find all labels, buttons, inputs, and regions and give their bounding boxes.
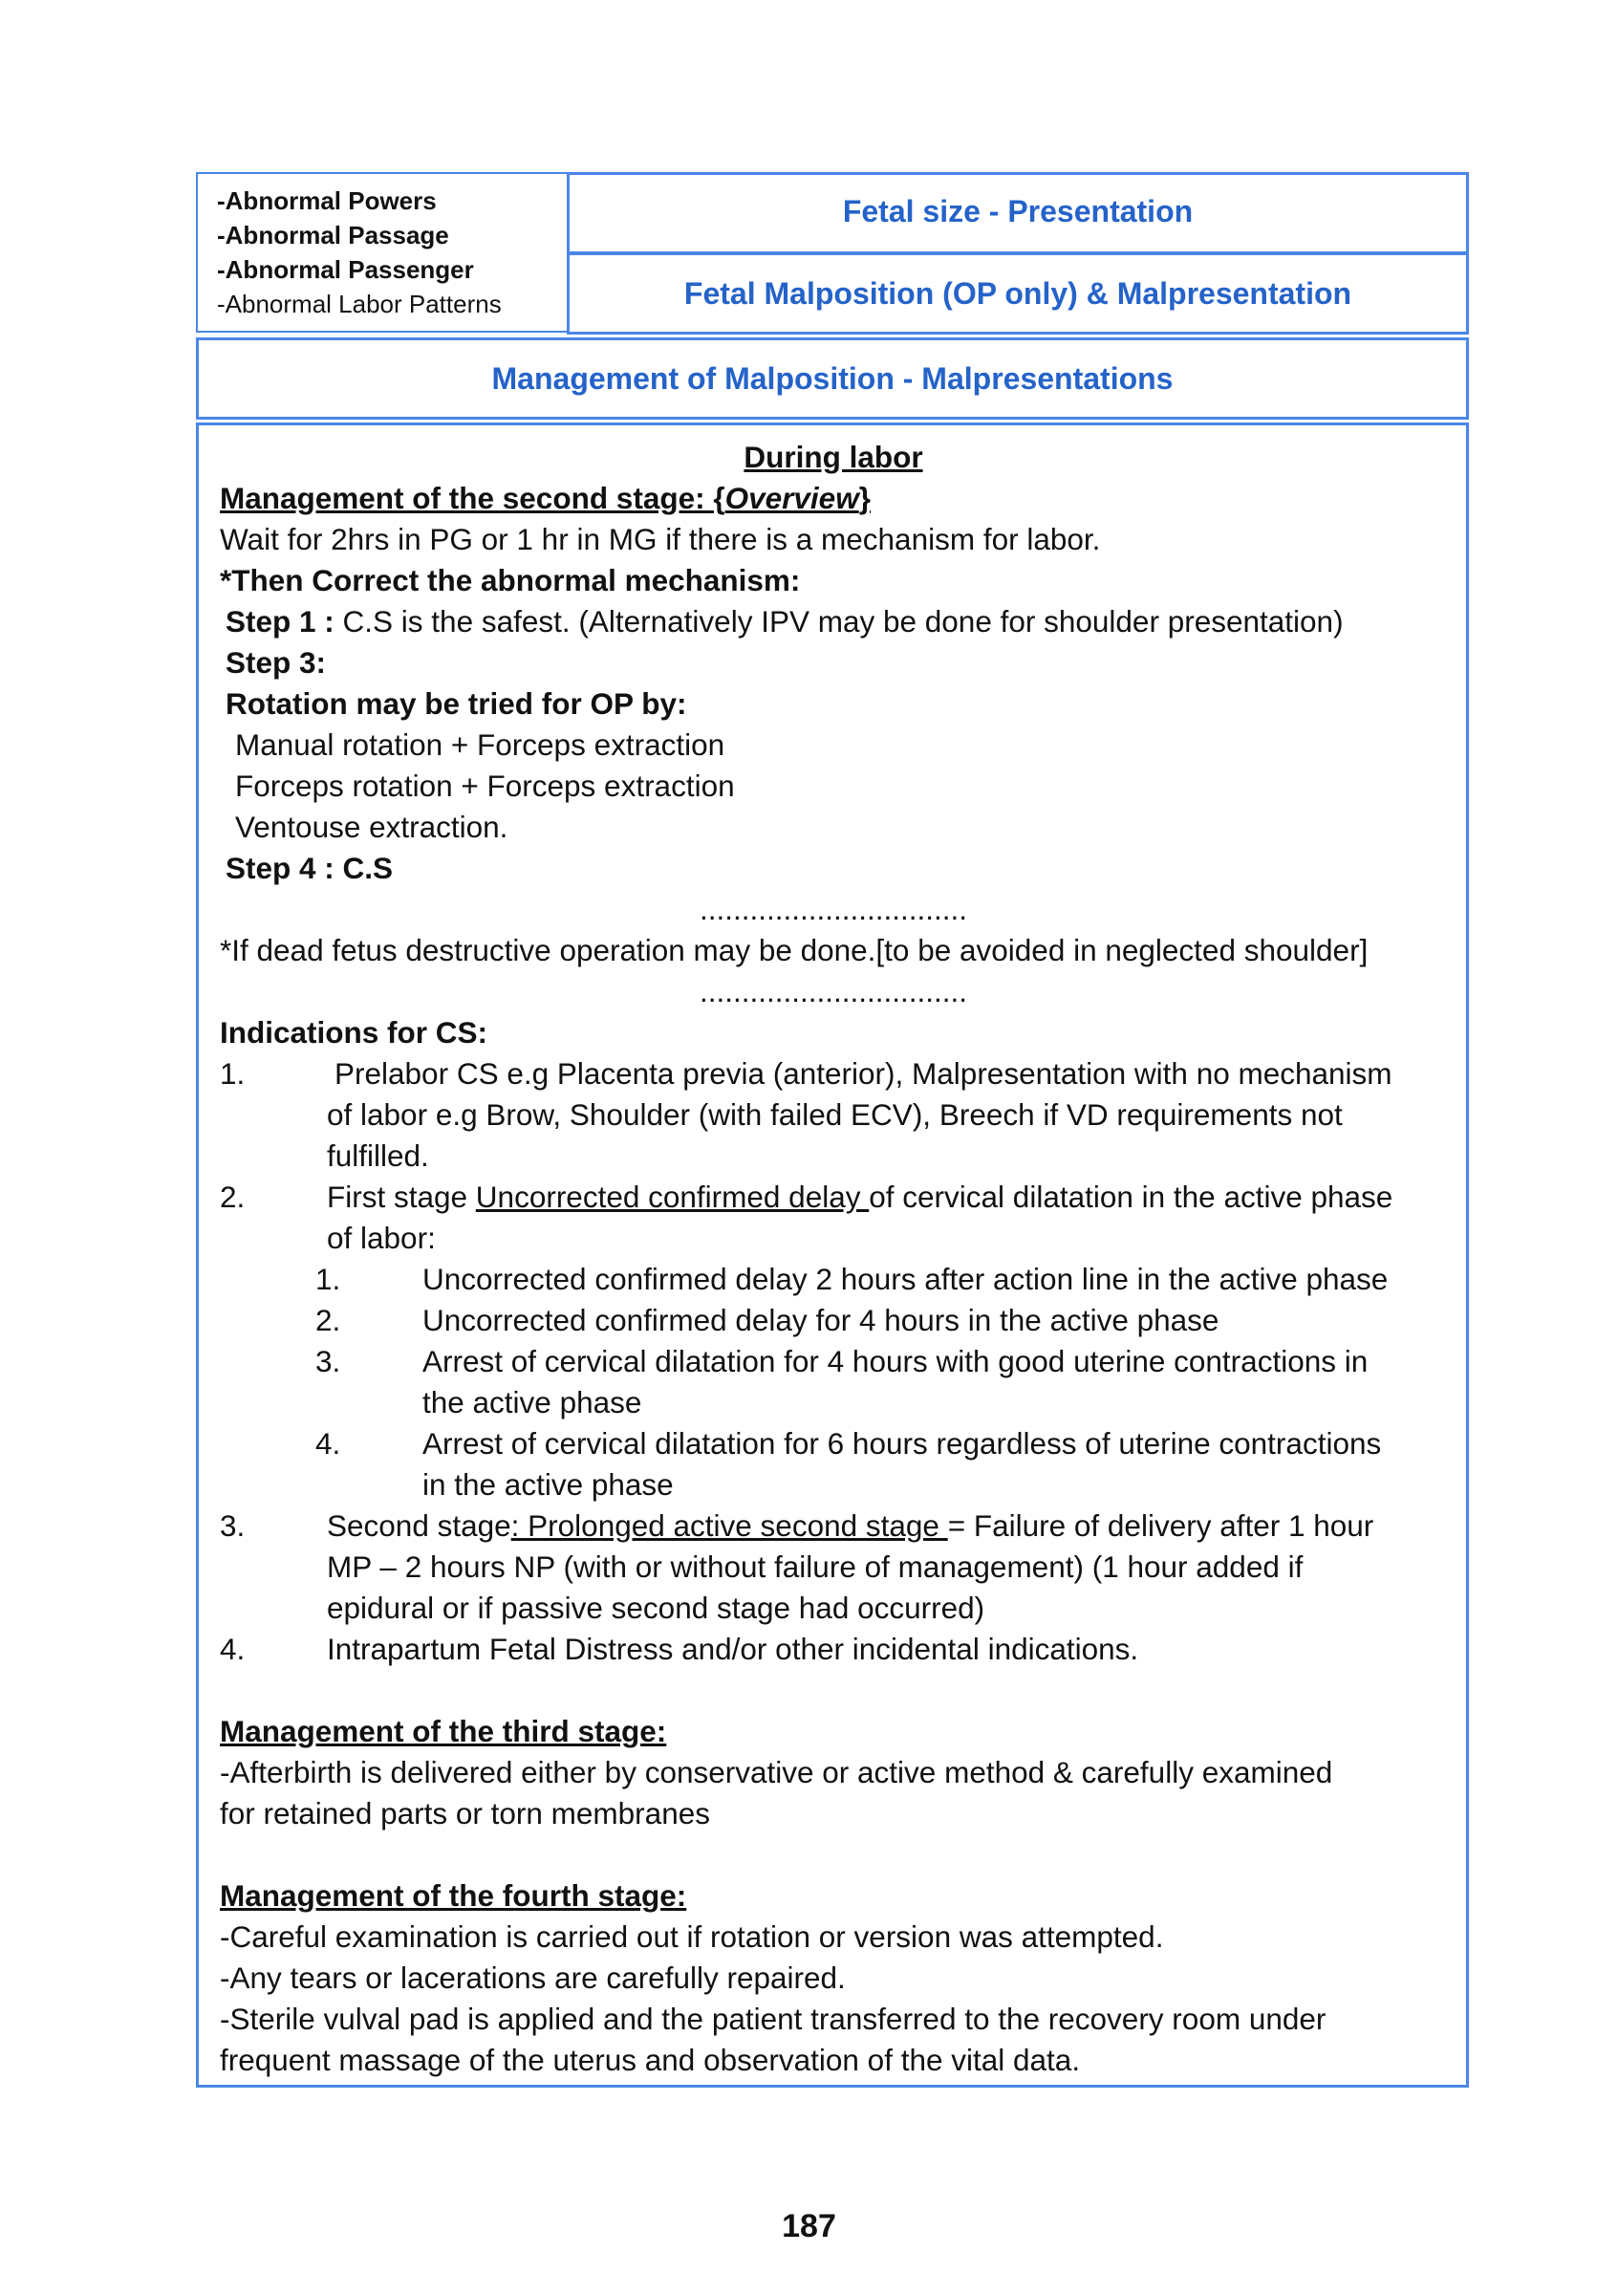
rotation-heading: Rotation may be tried for OP by: — [226, 686, 687, 721]
dotted-separator: ................................ — [699, 974, 968, 1008]
indication-text-pre: Second stage — [327, 1508, 511, 1543]
content-box — [196, 422, 1469, 2088]
toc-item-abnormal-powers: -Abnormal Powers — [217, 186, 437, 215]
spacer — [220, 1834, 1447, 1875]
fourth-stage-text: -Careful examination is carried out if rotation or version was attempted. — [220, 1919, 1164, 1954]
sub-indication-number: 3. — [315, 1344, 341, 1378]
page-number: 187 — [782, 2208, 836, 2244]
step4-line: Step 4 : C.S — [226, 851, 394, 885]
section-title-box — [196, 337, 1469, 420]
second-stage-heading-text: Management of the second stage: { — [220, 481, 725, 515]
title-fetal-malposition: Fetal Malposition (OP only) & Malpresentation — [683, 276, 1352, 311]
title-box-fetal-size — [567, 172, 1469, 254]
sub-indication-number: 4. — [315, 1426, 341, 1461]
indication-item-4 — [220, 1629, 1447, 1670]
step3-line: Step 3: — [226, 645, 327, 680]
sub-indication-text: in the active phase — [422, 1467, 674, 1502]
indication-text-post: = Failure of delivery after 1 hour — [947, 1508, 1374, 1543]
second-stage-overview: Overview — [724, 481, 859, 515]
indication-number: 3. — [220, 1508, 246, 1543]
sub-indication-number: 2. — [315, 1303, 341, 1337]
indications-heading: Indications for CS: — [220, 1015, 488, 1050]
third-stage-heading: Management of the third stage: — [220, 1714, 667, 1748]
sub-indication-number: 1. — [315, 1262, 341, 1296]
indication-text: of labor e.g Brow, Shoulder (with failed ECV), Breech if VD requirements not — [327, 1097, 1343, 1132]
second-stage-close: } — [858, 481, 871, 515]
sub-indication-item — [220, 1300, 1447, 1341]
sub-indication-text: Arrest of cervical dilatation for 6 hours regardless of uterine contractions — [422, 1426, 1382, 1461]
rotation-item: Manual rotation + Forceps extraction — [235, 727, 725, 762]
section-title: Management of Malposition - Malpresentations — [491, 361, 1174, 396]
correct-mechanism-line: *Then Correct the abnormal mechanism: — [220, 563, 801, 597]
indication-number: 2. — [220, 1180, 246, 1214]
indication-text — [220, 1177, 1447, 1218]
indication-number: 1. — [220, 1056, 246, 1091]
rotation-item: Forceps rotation + Forceps extraction — [235, 769, 735, 803]
toc-item-abnormal-passenger: -Abnormal Passenger — [217, 255, 474, 284]
dead-fetus-line: *If dead fetus destructive operation may be done.[to be avoided in neglected shoulder] — [220, 933, 1369, 967]
indication-text-underlined: Uncorrected confirmed delay — [475, 1180, 870, 1214]
step1-label: Step 1 : — [226, 604, 334, 639]
title-box-fetal-malposition — [567, 252, 1469, 335]
rotation-item: Ventouse extraction. — [235, 810, 508, 844]
wait-line: Wait for 2hrs in PG or 1 hr in MG if there is a mechanism for labor. — [220, 522, 1101, 556]
step1-text: C.S is the safest. (Alternatively IPV may be done for shoulder presentation) — [334, 604, 1344, 639]
sub-indication-item — [220, 1341, 1447, 1423]
indication-text-underlined: : Prolonged active second stage — [510, 1508, 948, 1543]
fourth-stage-text: -Any tears or lacerations are carefully repaired. — [220, 1960, 846, 1995]
indication-text: epidural or if passive second stage had occurred) — [327, 1591, 985, 1625]
indication-text-pre: First stage — [327, 1180, 476, 1214]
during-labor-heading: During labor — [744, 440, 923, 474]
toc-box — [196, 172, 569, 333]
toc-list — [217, 184, 502, 321]
indication-item-1 — [220, 1053, 1447, 1177]
spacer — [220, 1670, 1447, 1711]
indication-text-post: of cervical dilatation in the active phase — [869, 1180, 1393, 1214]
sub-indication-text: Uncorrected confirmed delay for 4 hours in the active phase — [422, 1303, 1219, 1337]
indication-item-2 — [220, 1177, 1447, 1259]
dotted-separator: ................................ — [699, 892, 968, 926]
third-stage-text: for retained parts or torn membranes — [220, 1796, 710, 1830]
title-fetal-size: Fetal size - Presentation — [842, 194, 1194, 228]
third-stage-text: -Afterbirth is delivered either by conservative or active method & carefully examined — [220, 1755, 1333, 1789]
toc-item-abnormal-passage: -Abnormal Passage — [217, 221, 449, 249]
indication-text — [220, 1505, 1447, 1547]
indication-number: 4. — [220, 1632, 246, 1666]
sub-indication-item — [220, 1259, 1447, 1300]
indication-text: fulfilled. — [327, 1138, 429, 1173]
sub-indication-text: Arrest of cervical dilatation for 4 hours with good uterine contractions in — [422, 1344, 1369, 1378]
indication-text: of labor: — [327, 1221, 436, 1255]
content-body — [220, 437, 1447, 2081]
indication-item-3 — [220, 1505, 1447, 1629]
toc-item-abnormal-labor-patterns: -Abnormal Labor Patterns — [217, 290, 502, 318]
step1-line — [220, 601, 1447, 642]
indication-text: Prelabor CS e.g Placenta previa (anterior), Malpresentation with no mechanism — [334, 1056, 1392, 1091]
sub-indication-text: Uncorrected confirmed delay 2 hours after action line in the active phase — [422, 1262, 1389, 1296]
fourth-stage-text: -Sterile vulval pad is applied and the patient transferred to the recovery room under — [220, 2002, 1327, 2036]
indication-text: Intrapartum Fetal Distress and/or other incidental indications. — [327, 1632, 1139, 1666]
fourth-stage-text: frequent massage of the uterus and observation of the vital data. — [220, 2043, 1081, 2077]
sub-indication-text: the active phase — [422, 1385, 642, 1419]
fourth-stage-heading: Management of the fourth stage: — [220, 1878, 687, 1913]
sub-indication-item — [220, 1423, 1447, 1505]
second-stage-heading — [220, 478, 1447, 519]
indication-text: MP – 2 hours NP (with or without failure of management) (1 hour added if — [327, 1549, 1304, 1584]
